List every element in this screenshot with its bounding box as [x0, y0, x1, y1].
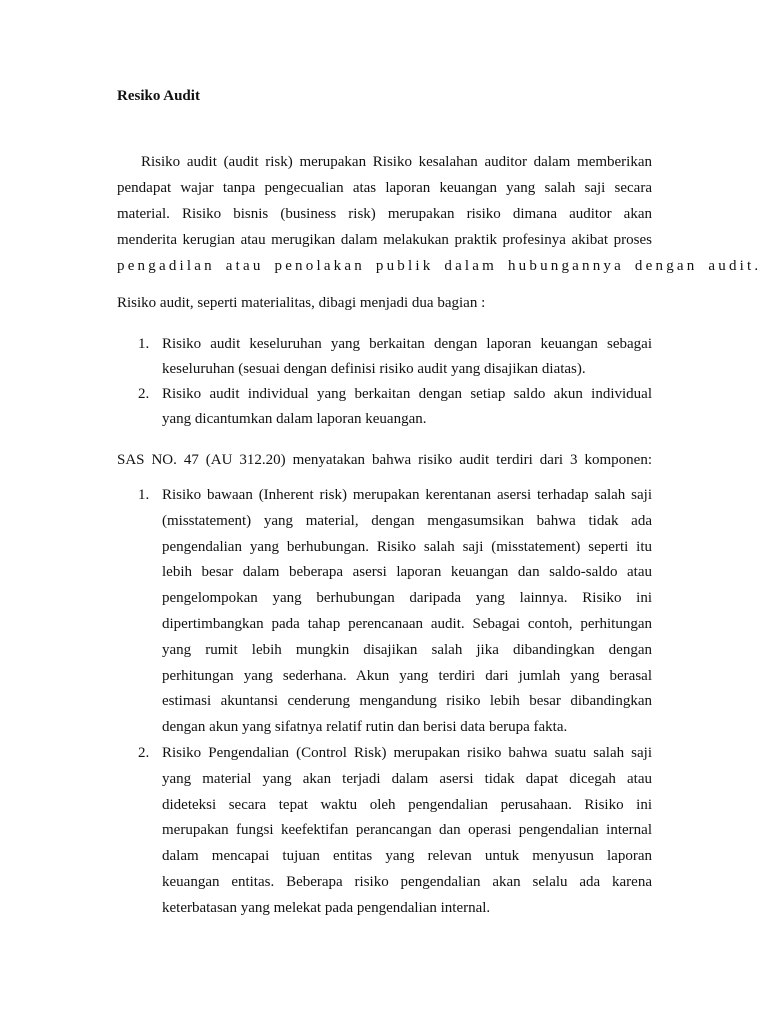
list-number: 2.	[138, 744, 150, 761]
intro-line: menderita kerugian atau merugikan dalam melakukan praktik profesinya akibat proses	[117, 232, 652, 248]
page-title: Resiko Audit	[117, 88, 200, 104]
list-line: yang dicantumkan dalam laporan keuangan.	[162, 411, 427, 427]
list-line: estimasi akuntansi cenderung mengandung risiko lebih besar dibandingkan	[162, 693, 652, 710]
list-number: 1.	[138, 487, 150, 503]
division-intro: Risiko audit, seperti materialitas, dibagi menjadi dua bagian :	[117, 295, 486, 311]
list-line: yang rumit lebih mungkin disajikan salah jika dibandingkan dengan	[162, 641, 652, 658]
list-line: dalam mencapai tujuan entitas yang relevan untuk menyusun laporan	[162, 848, 652, 865]
list-item	[117, 483, 652, 741]
list-line: merupakan fungsi keefektifan perancangan dan operasi pengendalian internal	[162, 822, 652, 839]
sas-intro: SAS NO. 47 (AU 312.20) menyatakan bahwa risiko audit terdiri dari 3 komponen:	[117, 452, 652, 468]
list-line: Risiko audit individual yang berkaitan dengan setiap saldo akun individual	[162, 386, 652, 402]
list-line: Risiko Pengendalian (Control Risk) merupakan risiko bahwa suatu salah saji	[162, 744, 652, 761]
list-line: dengan akun yang sifatnya relatif rutin dan berisi data berupa fakta.	[162, 719, 568, 736]
list-line: keseluruhan (sesuai dengan definisi risiko audit yang disajikan diatas).	[162, 361, 586, 377]
list-line: (misstatement) yang material, dengan mengasumsikan bahwa tidak ada	[162, 512, 652, 529]
list-line: lebih besar dalam beberapa asersi laporan keuangan dan saldo-saldo atau	[162, 564, 652, 581]
list-line: pengelompokan yang berhubungan daripada yang lainnya. Risiko ini	[162, 590, 652, 607]
list-item	[117, 382, 652, 432]
division-list	[117, 332, 652, 432]
list-line: Risiko bawaan (Inherent risk) merupakan kerentanan asersi terhadap salah saji	[162, 487, 652, 503]
list-line: pengendalian yang berhubungan. Risiko salah saji (misstatement) seperti itu	[162, 538, 652, 555]
list-line: Risiko audit keseluruhan yang berkaitan dengan laporan keuangan sebagai	[162, 336, 652, 352]
list-number: 2.	[138, 386, 150, 402]
list-item	[117, 332, 652, 382]
components-list	[117, 483, 652, 922]
list-line: yang material yang akan terjadi dalam asersi tidak dapat dicegah atau	[162, 770, 652, 787]
list-item	[117, 741, 652, 922]
list-line: dipertimbangkan pada tahap perencanaan audit. Sebagai contoh, perhitungan	[162, 615, 652, 632]
list-line: perhitungan yang sederhana. Akun yang terdiri dari jumlah yang berasal	[162, 667, 652, 684]
list-number: 1.	[138, 336, 150, 352]
intro-line: pendapat wajar tanpa pengecualian atas laporan keuangan yang salah saji secara	[117, 180, 652, 196]
list-line: keuangan entitas. Beberapa risiko pengendalian akan selalu ada karena	[162, 873, 652, 890]
intro-line: pengadilan atau penolakan publik dalam hubungannya dengan audit.	[117, 258, 762, 274]
intro-line: material. Risiko bisnis (business risk) merupakan risiko dimana auditor akan	[117, 206, 652, 222]
intro-line: Risiko audit (audit risk) merupakan Risiko kesalahan auditor dalam memberikan	[141, 154, 652, 170]
list-line: keterbatasan yang melekat pada pengendalian internal.	[162, 899, 491, 916]
list-line: dideteksi secara tepat waktu oleh pengendalian perusahaan. Risiko ini	[162, 796, 652, 813]
intro-paragraph	[117, 149, 762, 279]
